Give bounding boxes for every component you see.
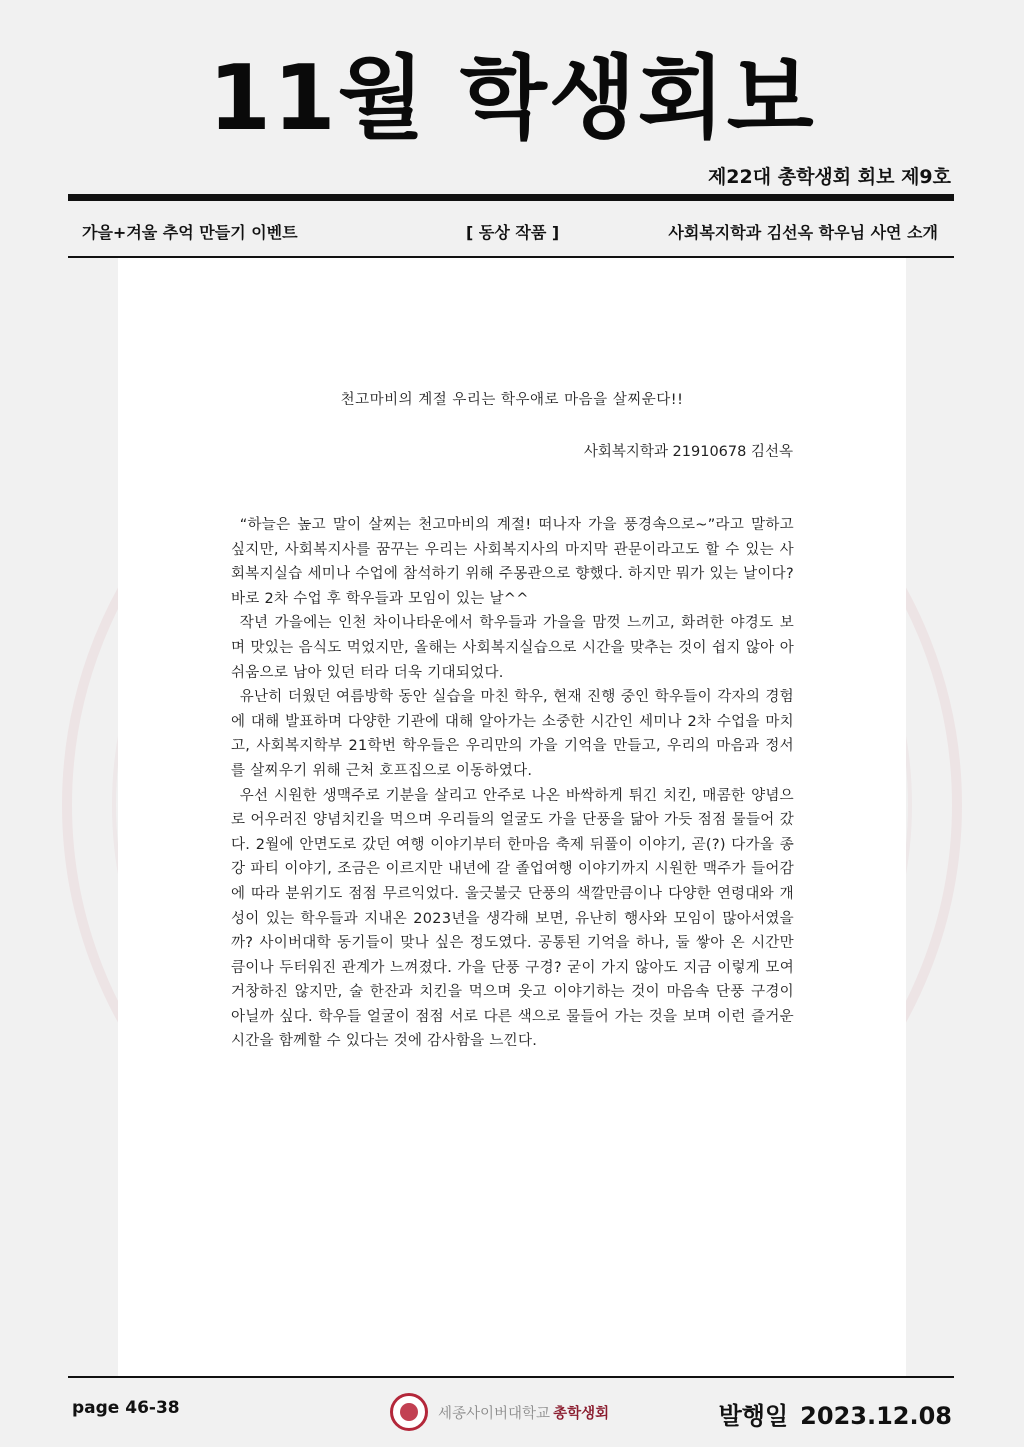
article-paragraph: 작년 가을에는 인천 차이나타운에서 학우들과 가을을 맘껏 느끼고, 화려한 야경도 보며 맛있는 음식도 먹었지만, 올해는 사회복지실습으로 시간을 맞추는 것이 쉽지 않아 아쉬움으로 남아 있던 터라 더욱 기대되었다. [231,615,794,681]
section-center-label: [ 동상 작품 ] [466,223,560,242]
edition-label: 제22대 총학생회 회보 제9호 [707,166,951,188]
article-paragraph: 유난히 더웠던 여름방학 동안 실습을 마친 학우, 현재 진행 중인 학우들이 각자의 경험에 대해 발표하며 다양한 기관에 대해 알아가는 소중한 시간인 세미나 2차 수업을 마치고, 사회복지학부 21학번 학우들은 우리만의 가을 기억을 만들고, 우리의 마음과 정서를 살찌우기 위해 근처 호프집으로 이동하였다. [231,689,794,779]
publication-date-label: 발행일 [718,1402,789,1430]
publication-date-value: 2023.12.08 [800,1402,952,1430]
article-title: 천고마비의 계절 우리는 학우애로 마음을 살찌운다!! [340,392,684,408]
section-right-label: 사회복지학과 김선옥 학우님 사연 소개 [668,223,938,242]
footer-logo [390,1392,609,1432]
article-body [231,513,794,1054]
article-paragraph: “하늘은 높고 말이 살찌는 천고마비의 계절! 떠나자 가을 풍경속으로~”라고 말하고 싶지만, 사회복지사를 꿈꾸는 우리는 사회복지사의 마지막 관문이라고도 할 수 있는 사회복지실습 세미나 수업에 참석하기 위해 주몽관으로 향했다. 하지만 뭐가 있는 날이다? 바로 2차 수업 후 학우들과 모임이 있는 날^^ [231,517,794,607]
publication-date [719,1396,952,1431]
section-left-label: 가을+겨울 추억 만들기 이벤트 [82,223,298,242]
section-bar [68,201,954,256]
top-rule [68,194,954,201]
article-paragraph: 우선 시원한 생맥주로 기분을 살리고 안주로 나온 바싹하게 튀긴 치킨, 매콤한 양념으로 어우러진 양념치킨을 먹으며 우리들의 얼굴도 가을 단풍을 닮아 가듯 점점 물들어 갔다. 2월에 안면도로 갔던 여행 이야기부터 한마음 축제 뒤풀이 이야기, 곧(?) 다가올 종강 파티 이야기, 조금은 이르지만 내년에 갈 졸업여행 이야기까지 시원한 맥주가 들어감에 따라 분위기도 점점 무르익었다. 울긋불긋 단풍의 색깔만큼이나 다양한 연령대와 개성이 있는 학우들과 지내온 2023년을 생각해 보면, 유난히 행사와 모임이 많아서였을까? 사이버대학 동기들이 맞나 싶은 정도였다. 공통된 기억을 하나, 둘 쌓아 온 시간만큼이나 두터워진 관계가 느껴졌다. 가을 단풍 구경? 굳이 가지 않아도 지금 이렇게 모여 거창하진 않지만, 술 한잔과 치킨을 먹으며 웃고 이야기하는 것이 마음속 단풍 구경이 아닐까 싶다. 학우들 얼굴이 점점 서로 다른 색으로 물들어 가는 것을 보며 이런 즐거운 시간을 함께할 수 있다는 것에 감사함을 느낀다. [231,787,794,1050]
article-paper [118,258,906,1376]
page-number: page 46-38 [72,1398,180,1418]
bottom-rule [68,1376,954,1378]
university-emblem-icon [390,1393,428,1431]
page-title: 11월 학생회보 [208,46,816,151]
article-byline: 사회복지학과 21910678 김선옥 [583,444,793,460]
org-name [438,1402,609,1423]
org-prefix: 세종사이버대학교 [438,1405,551,1422]
org-council: 총학생회 [553,1405,610,1422]
